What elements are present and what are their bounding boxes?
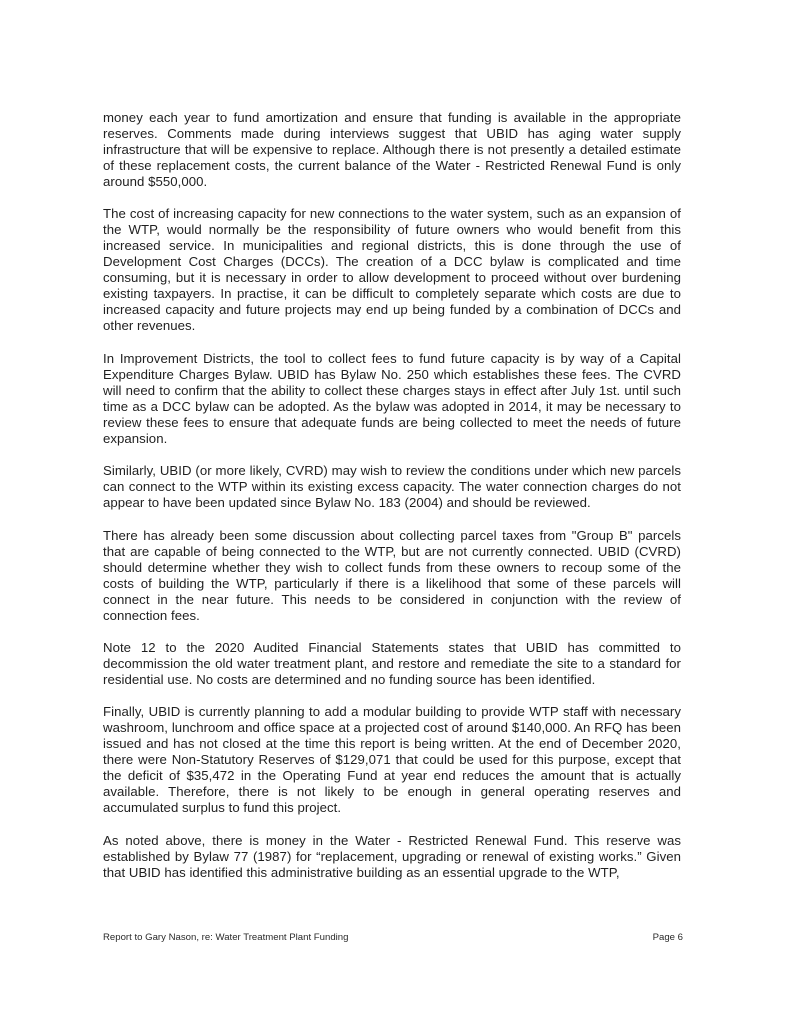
paragraph-reserves-funding: money each year to fund amortization and ensure that funding is available in the appropriate reserves. Comments made during interviews suggest that UBID has aging water supply infrastructure that will be expensive to replace. Although there is not presently a detailed estimate of these replacement costs, the current balance of the Water - Restricted Renewal Fund is only around $550,000. — [103, 110, 681, 189]
page-footer — [103, 932, 683, 944]
paragraph-capacity-costs: The cost of increasing capacity for new connections to the water system, such as an expansion of the WTP, would normally be the responsibility of future owners who would benefit from this increased service. In municipalities and regional districts, this is done through the use of Development Cost Charges (DCCs). The creation of a DCC bylaw is complicated and time consuming, but it is necessary in order to allow development to proceed without over burdening existing taxpayers. In practise, it can be difficult to completely separate which costs are due to increased capacity and future projects may end up being funded by a combination of DCCs and other revenues. — [103, 206, 681, 334]
paragraph-connection-conditions: Similarly, UBID (or more likely, CVRD) may wish to review the conditions under which new parcels can connect to the WTP within its existing excess capacity. The water connection charges do not appear to have been updated since Bylaw No. 183 (2004) and should be reviewed. — [103, 463, 681, 511]
paragraph-group-b-parcels: There has already been some discussion about collecting parcel taxes from "Group B" parcels that are capable of being connected to the WTP, but are not currently connected. UBID (CVRD) should determine whether they wish to collect funds from these owners to recoup some of the costs of building the WTP, particularly if there is a likelihood that some of these parcels will connect in the near future. This needs to be considered in conjunction with the review of connection fees. — [103, 527, 681, 623]
paragraph-modular-building: Finally, UBID is currently planning to add a modular building to provide WTP staff with necessary washroom, lunchroom and office space at a projected cost of around $140,000. An RFQ has been issued and has not closed at the time this report is being written. At the end of December 2020, there were Non-Statutory Reserves of $129,071 that could be used for this purpose, except that the deficit of $35,472 in the Operating Fund at year end reduces the amount that is actually available. Therefore, there is not likely to be enough in general operating reserves and accumulated surplus to fund this project. — [103, 704, 681, 816]
paragraph-note-12-decommission: Note 12 to the 2020 Audited Financial Statements states that UBID has committed to decommission the old water treatment plant, and restore and remediate the site to a standard for residential use. No costs are determined and no funding source has been identified. — [103, 639, 681, 687]
document-body — [103, 110, 681, 881]
paragraph-capital-expenditure-bylaw: In Improvement Districts, the tool to collect fees to fund future capacity is by way of a Capital Expenditure Charges Bylaw. UBID has Bylaw No. 250 which establishes these fees. The CVRD will need to confirm that the ability to collect these charges stays in effect after July 1st. until such time as a DCC bylaw can be adopted. As the bylaw was adopted in 2014, it may be necessary to review these fees to ensure that adequate funds are being collected to meet the needs of future expansion. — [103, 350, 681, 446]
page-number: Page 6 — [652, 932, 683, 943]
paragraph-restricted-renewal-fund: As noted above, there is money in the Water - Restricted Renewal Fund. This reserve was established by Bylaw 77 (1987) for “replacement, upgrading or renewal of existing works.” Given that UBID has identified this administrative building as an essential upgrade to the WTP, — [103, 832, 681, 880]
footer-report-title: Report to Gary Nason, re: Water Treatment Plant Funding — [103, 932, 349, 943]
